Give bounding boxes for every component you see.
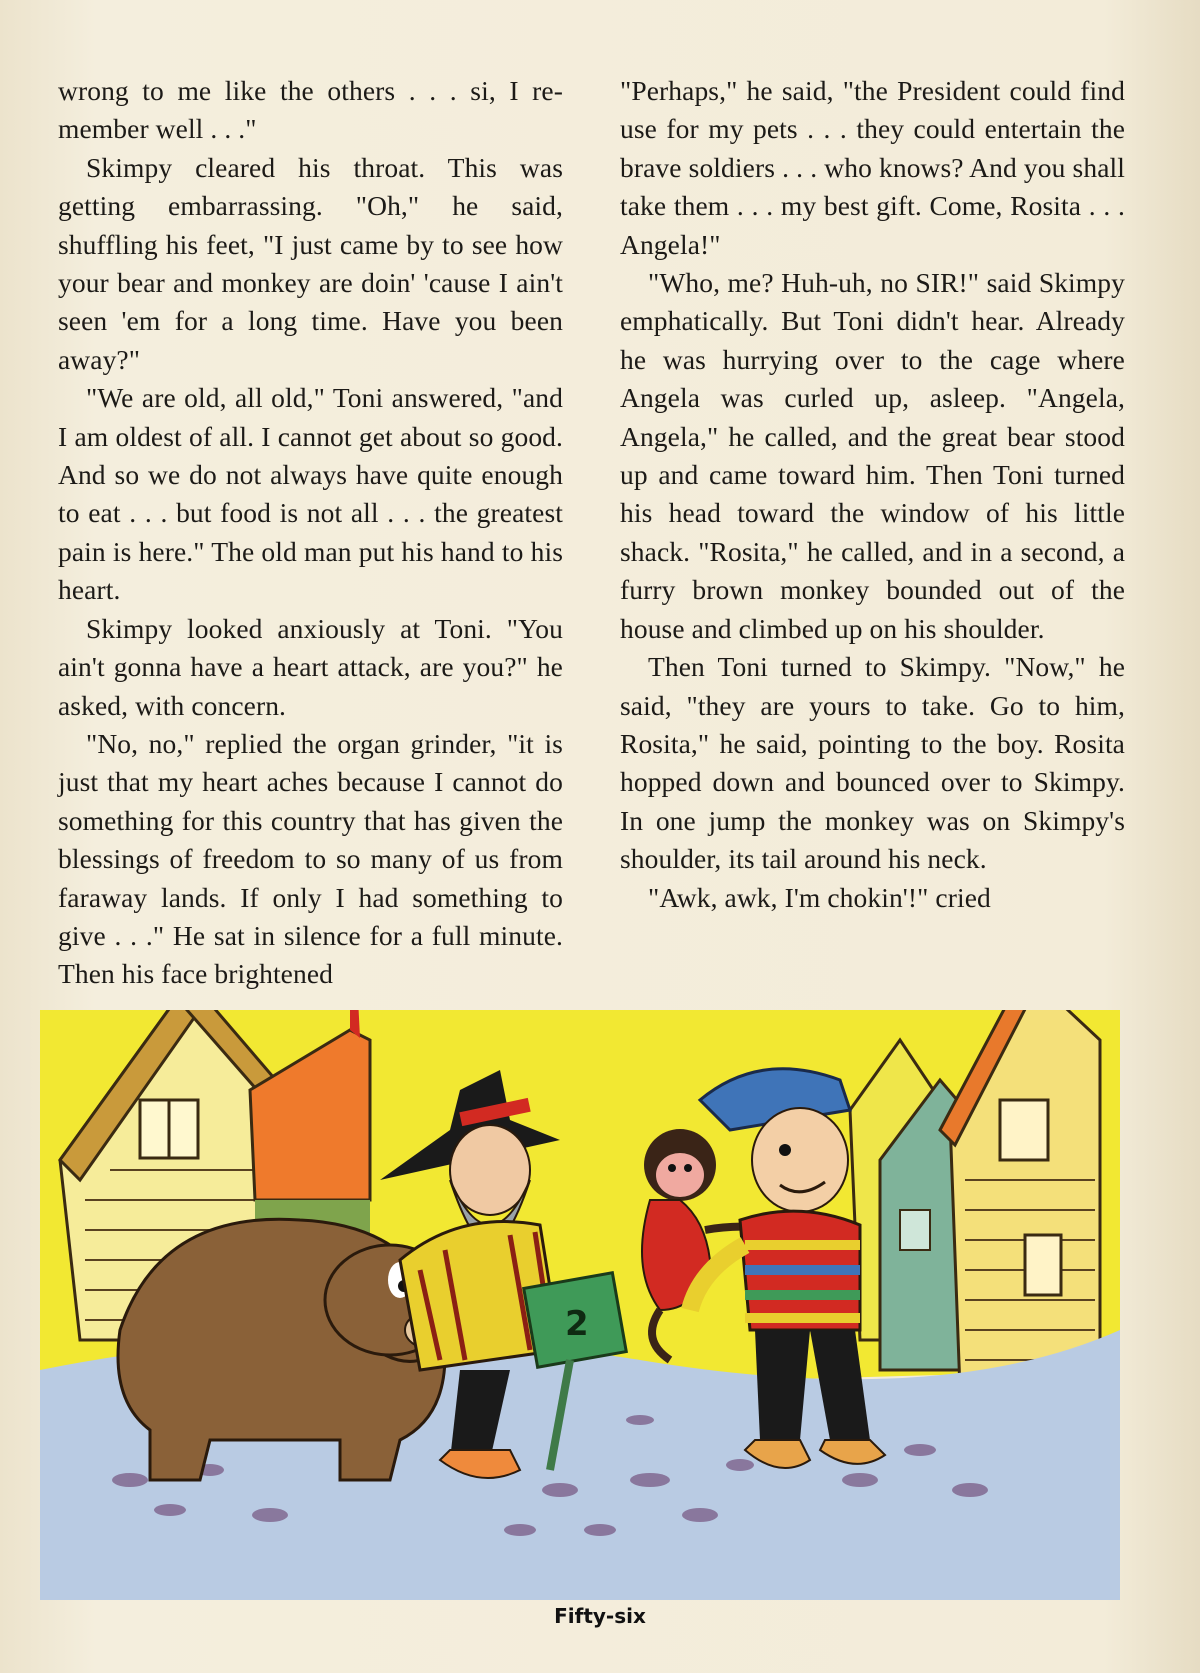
right-text-column <box>620 72 1125 917</box>
paragraph: Then Toni turned to Skimpy. "Now," he said, "they are yours to take. Go to him, Rosita," he said, pointing to the boy. Rosita hopped down and bounced over to Skimpy. In one jump the monkey was on Skimpy's shoulder, its tail around his neck. <box>620 651 1125 875</box>
page-number: Fifty-six <box>554 1604 646 1628</box>
paragraph: Skimpy cleared his throat. This was getting embarrassing. "Oh," he said, shuffling his feet, "I just came by to see how your bear and monkey are doin' 'cause I ain't seen 'em for a long time. Have you been away?" <box>58 151 563 375</box>
left-text-column <box>58 72 563 994</box>
paragraph: "Perhaps," he said, "the President could find use for my pets . . . they could entertain the brave soldiers . . . who knows? And you shall take them . . . my best gift. Come, Rosita . . . Angela!" <box>620 75 1125 260</box>
paragraph: "Awk, awk, I'm chokin'!" cried <box>648 881 991 913</box>
paragraph: "Who, me? Huh-uh, no SIR!" said Skimpy emphatically. But Toni didn't hear. Already he was hurrying over to the cage where Angela was curled up, asleep. "Angela, Angela," he called, and the great bear stood up and came toward him. Then Toni turned his head toward the window of his little shack. "Rosita," he called, and in a second, a furry brown monkey bounded out of the house and climbed up on his shoulder. <box>620 267 1125 644</box>
right-houses <box>850 1010 1100 1390</box>
paragraph: "We are old, all old," Toni answered, "and I am oldest of all. I cannot get about so good. And so we do not always have quite enough to eat . . . but food is not all . . . the greatest pain is here." The old man put his hand to his heart. <box>58 382 563 606</box>
paragraph: "No, no," replied the organ grinder, "it is just that my heart aches because I cannot do something for this country that has given the blessings of freedom to so many of us from faraway lands. If only I had something to give . . ." He sat in silence for a full minute. Then his face brightened <box>58 727 563 990</box>
paragraph: wrong to me like the others . . . si, I re-member well . . ." <box>58 75 563 145</box>
story-illustration <box>40 1010 1120 1600</box>
sign-number: 2 <box>565 1304 589 1344</box>
paragraph: Skimpy looked anxiously at Toni. "You ain't gonna have a heart attack, are you?" he asked, with concern. <box>58 612 563 721</box>
